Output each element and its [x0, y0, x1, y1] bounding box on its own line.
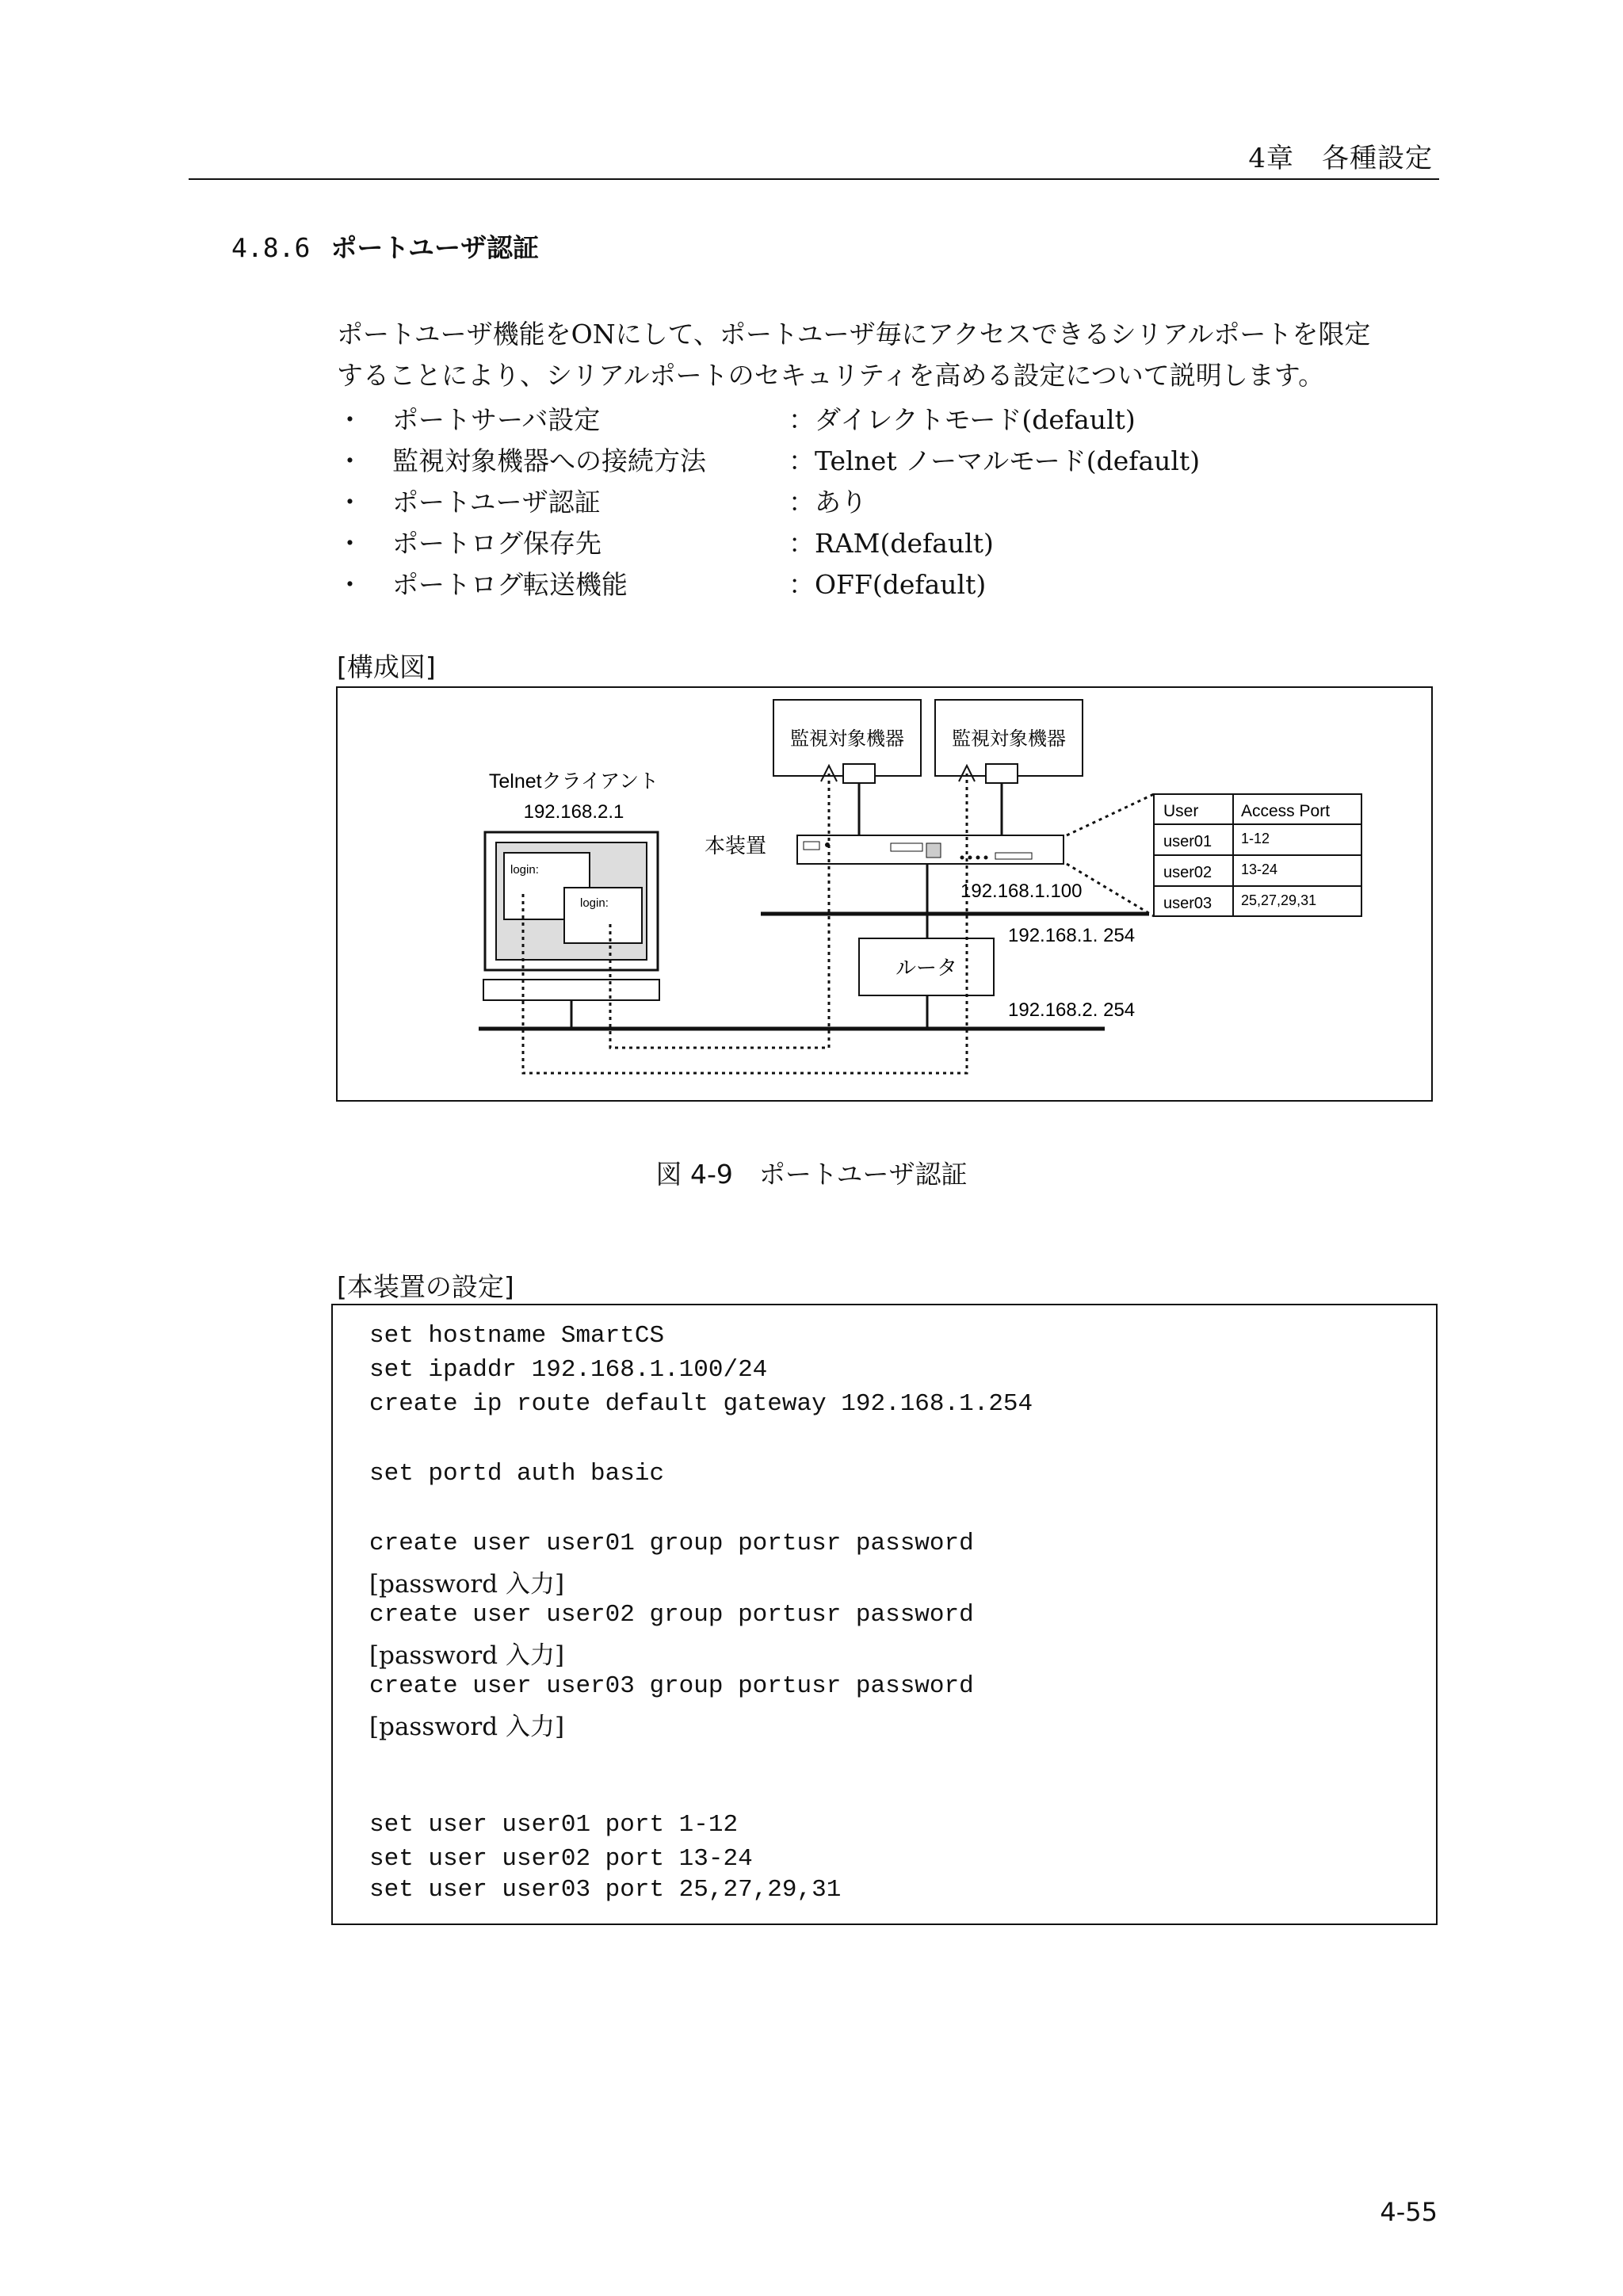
settings-value: ：Telnet ノーマルモード(default) — [789, 445, 1201, 476]
figure-caption: 図 4-9 ポートユーザ認証 — [655, 1159, 968, 1190]
settings-key: ポートユーザ認証 — [392, 487, 601, 518]
section-number: 4.8.6 — [231, 232, 311, 263]
settings-value: ：あり — [789, 487, 867, 518]
bullet: ・ — [337, 569, 363, 600]
device-dot — [960, 856, 964, 860]
config-line: set portd auth basic — [369, 1460, 665, 1488]
config-password-prompt: [password 入力] — [369, 1713, 565, 1741]
config-password-prompt: [password 入力] — [369, 1570, 565, 1599]
settings-value: ：RAM(default) — [789, 528, 994, 559]
bullet: ・ — [337, 404, 363, 435]
serial-connector-1 — [843, 764, 875, 783]
table-header-access-port: Access Port — [1241, 802, 1331, 820]
login-window-2-text: login: — [580, 896, 609, 910]
network-diagram — [336, 686, 1433, 1102]
device-label: 本装置 — [704, 834, 767, 858]
settings-key: ポートログ保存先 — [392, 528, 601, 559]
device-vent — [926, 843, 941, 858]
bullet: ・ — [337, 528, 363, 559]
client-keyboard — [483, 980, 659, 1000]
client-name: Telnetクライアント — [488, 770, 659, 793]
router-ip-2: 192.168.2. 254 — [1008, 999, 1136, 1021]
client-ip: 192.168.2.1 — [523, 801, 624, 823]
section-title: ポートユーザ認証 — [330, 232, 540, 263]
config-line: create user user01 group portusr password — [369, 1530, 974, 1557]
device-ip: 192.168.1.100 — [960, 881, 1083, 902]
header-rule — [189, 178, 1439, 180]
section-heading — [231, 227, 539, 265]
config-line: set ipaddr 192.168.1.100/24 — [369, 1356, 768, 1384]
config-password-prompt: [password 入力] — [369, 1641, 565, 1670]
settings-key: ポートサーバ設定 — [392, 404, 601, 435]
settings-key: ポートログ転送機能 — [392, 569, 628, 600]
config-line: create user user03 group portusr password — [369, 1672, 974, 1700]
bullet: ・ — [337, 445, 363, 476]
page-number: 4-55 — [1380, 2197, 1438, 2227]
config-label: [本装置の設定] — [337, 1271, 514, 1302]
config-line: set user user03 port 25,27,29,31 — [369, 1876, 842, 1904]
config-line: set user user01 port 1-12 — [369, 1811, 739, 1839]
access-port-table — [1154, 794, 1361, 916]
config-line: set user user02 port 13-24 — [369, 1845, 753, 1873]
intro-line-2: することにより、シリアルポートのセキュリティを高める設定について説明します。 — [337, 360, 1325, 391]
device-dot — [984, 856, 988, 860]
serial-connector-2 — [986, 764, 1018, 783]
settings-value: ：ダイレクトモード(default) — [789, 404, 1136, 435]
table-cell-port: 1-12 — [1241, 831, 1270, 846]
chapter-header: 4章 各種設定 — [1248, 143, 1433, 174]
table-header-user: User — [1163, 802, 1199, 820]
config-line: create ip route default gateway 192.168.1.254 — [369, 1390, 1033, 1418]
login-window-1-text: login: — [510, 863, 539, 877]
device-dot — [976, 856, 980, 860]
router-ip-1: 192.168.1. 254 — [1008, 925, 1136, 946]
target-device-2-label: 監視対象機器 — [952, 728, 1066, 750]
table-cell-user: user01 — [1163, 833, 1212, 850]
router-label: ルータ — [895, 956, 958, 980]
config-line: create user user02 group portusr password — [369, 1601, 974, 1629]
table-cell-user: user02 — [1163, 864, 1212, 881]
config-line: set hostname SmartCS — [369, 1322, 665, 1350]
diagram-label: [構成図] — [337, 651, 436, 682]
device-dot — [968, 856, 972, 860]
table-cell-user: user03 — [1163, 895, 1212, 912]
settings-key: 監視対象機器への接続方法 — [392, 445, 706, 476]
table-cell-port: 25,27,29,31 — [1241, 892, 1317, 908]
settings-value: ：OFF(default) — [789, 569, 987, 600]
intro-line-1: ポートユーザ機能をONにして、ポートユーザ毎にアクセスできるシリアルポートを限定 — [337, 319, 1371, 350]
bullet: ・ — [337, 487, 363, 518]
table-cell-port: 13-24 — [1241, 861, 1278, 877]
callout-line-top — [1067, 794, 1154, 835]
target-device-1-label: 監視対象機器 — [790, 728, 904, 750]
